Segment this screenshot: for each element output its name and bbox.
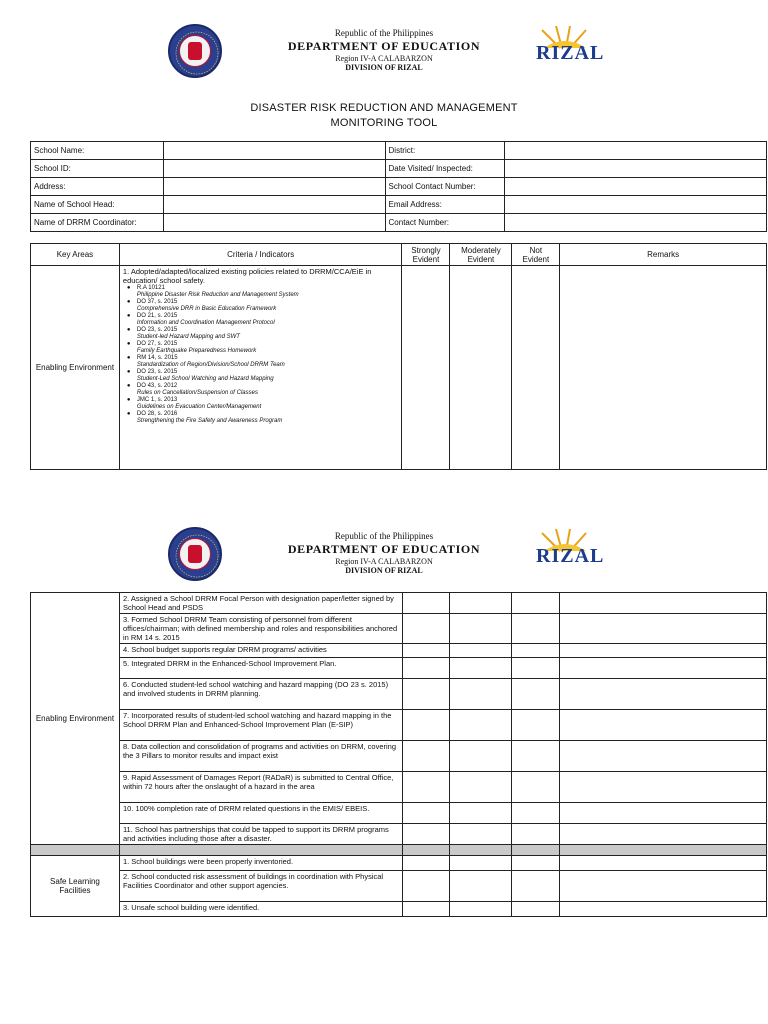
school-contact-field[interactable] — [505, 178, 767, 196]
page-2 — [0, 510, 768, 1024]
not-cell[interactable] — [512, 658, 560, 679]
bullet-icon: ● — [126, 411, 131, 417]
not-cell[interactable] — [512, 266, 560, 470]
criterion-text: 11. School has partnerships that could be tapped to support its DRRM programs and activities including those after a disaster. — [119, 824, 402, 845]
remarks-cell[interactable] — [560, 593, 767, 614]
separator-cell — [31, 845, 120, 856]
moderately-cell[interactable] — [450, 593, 512, 614]
key-area-enabling: Enabling Environment — [31, 266, 120, 470]
not-cell[interactable] — [512, 710, 560, 741]
letterhead — [0, 20, 768, 90]
strongly-cell[interactable] — [402, 658, 450, 679]
remarks-cell[interactable] — [560, 772, 767, 803]
contact-number-label: Contact Number: — [385, 214, 505, 232]
section-separator — [31, 845, 767, 856]
moderately-cell[interactable] — [450, 856, 512, 871]
drrm-coordinator-label: Name of DRRM Coordinator: — [31, 214, 164, 232]
strongly-cell[interactable] — [402, 902, 450, 917]
school-name-field[interactable] — [163, 142, 385, 160]
strongly-cell[interactable] — [402, 614, 450, 644]
department-title: DEPARTMENT OF EDUCATION — [287, 542, 481, 556]
email-label: Email Address: — [385, 196, 505, 214]
policy-code: DO 21, s. 2015 — [136, 313, 178, 319]
remarks-cell[interactable] — [560, 824, 767, 845]
bullet-icon: ● — [126, 341, 131, 347]
policy-desc: Standardization of Region/Division/School DRRM Team — [136, 362, 285, 368]
division-text: DIVISION OF RIZAL — [345, 63, 423, 72]
criterion-1 — [119, 266, 402, 470]
policy-code: DO 37, s. 2015 — [136, 299, 178, 305]
policy-item — [126, 341, 399, 355]
strongly-cell[interactable] — [402, 741, 450, 772]
policy-item — [126, 383, 399, 397]
policy-code: DO 28, s. 2016 — [136, 411, 178, 417]
policy-desc: Philippine Disaster Risk Reduction and Management System — [136, 292, 299, 298]
policy-desc: Family Earthquake Preparedness Homework — [136, 348, 257, 354]
header-key-areas: Key Areas — [31, 244, 120, 266]
not-cell[interactable] — [512, 644, 560, 658]
header-remarks: Remarks — [560, 244, 767, 266]
bullet-icon: ● — [126, 285, 131, 291]
region-text: Region IV-A CALABARZON — [335, 54, 433, 63]
bullet-icon: ● — [126, 299, 131, 305]
criterion-text: 5. Integrated DRRM in the Enhanced-School Improvement Plan. — [119, 658, 402, 679]
moderately-cell[interactable] — [450, 658, 512, 679]
policy-list — [123, 285, 399, 425]
policy-desc: Comprehensive DRR in Basic Education Framework — [136, 306, 277, 312]
criteria-table-page1 — [30, 243, 767, 470]
department-title: DEPARTMENT OF EDUCATION — [287, 39, 481, 53]
policy-item — [126, 369, 399, 383]
bullet-icon: ● — [126, 383, 131, 389]
criterion-text: 3. Unsafe school building were identified. — [119, 902, 402, 917]
moderately-cell[interactable] — [450, 710, 512, 741]
policy-desc: Rules on Cancellation/Suspension of Classes — [136, 390, 258, 396]
remarks-cell[interactable] — [560, 266, 767, 470]
criterion-text: 1. School buildings were been properly inventoried. — [119, 856, 402, 871]
policy-desc: Student-led Hazard Mapping and SWT — [136, 334, 240, 340]
strongly-cell[interactable] — [402, 856, 450, 871]
email-field[interactable] — [505, 196, 767, 214]
remarks-cell[interactable] — [560, 741, 767, 772]
remarks-cell[interactable] — [560, 644, 767, 658]
date-visited-field[interactable] — [505, 160, 767, 178]
moderately-cell[interactable] — [450, 741, 512, 772]
policy-item — [126, 355, 399, 369]
moderately-cell[interactable] — [450, 679, 512, 710]
strongly-cell[interactable] — [402, 772, 450, 803]
moderately-cell[interactable] — [450, 266, 512, 470]
criterion-text: 10. 100% completion rate of DRRM related questions in the EMIS/ EBEIS. — [119, 803, 402, 824]
not-cell[interactable] — [512, 803, 560, 824]
not-cell[interactable] — [512, 772, 560, 803]
policy-desc: Guidelines on Evacuation Center/Management — [136, 404, 262, 410]
page-1 — [0, 0, 768, 480]
policy-code: DO 23, s. 2015 — [136, 327, 178, 333]
school-id-field[interactable] — [163, 160, 385, 178]
doc-title-line1: DISASTER RISK REDUCTION AND MANAGEMENT — [250, 102, 518, 114]
policy-code: DO 43, s. 2012 — [136, 383, 178, 389]
criterion-text: 4. School budget supports regular DRRM programs/ activities — [119, 644, 402, 658]
remarks-cell[interactable] — [560, 710, 767, 741]
policy-code: JMC 1, s. 2013 — [136, 397, 178, 403]
criterion-text: 8. Data collection and consolidation of programs and activities on DRRM, covering the 3 Pillars to monitor results and impact exist — [119, 741, 402, 772]
strongly-cell[interactable] — [402, 644, 450, 658]
separator-cell — [450, 845, 512, 856]
remarks-cell[interactable] — [560, 679, 767, 710]
address-field[interactable] — [163, 178, 385, 196]
not-cell[interactable] — [512, 679, 560, 710]
republic-text: Republic of the Philippines — [334, 28, 434, 38]
not-cell[interactable] — [512, 871, 560, 902]
strongly-cell[interactable] — [402, 593, 450, 614]
separator-cell — [119, 845, 402, 856]
criterion-text: 2. School conducted risk assessment of buildings in coordination with Physical Facilities Coordinator and other support agencies. — [119, 871, 402, 902]
remarks-cell[interactable] — [560, 856, 767, 871]
not-cell[interactable] — [512, 593, 560, 614]
separator-cell — [512, 845, 560, 856]
district-field[interactable] — [505, 142, 767, 160]
school-name-label: School Name: — [31, 142, 164, 160]
bullet-icon: ● — [126, 327, 131, 333]
district-label: District: — [385, 142, 505, 160]
republic-text: Republic of the Philippines — [334, 531, 434, 541]
remarks-cell[interactable] — [560, 871, 767, 902]
policy-code: RM 14, s. 2015 — [136, 355, 178, 361]
policy-item — [126, 411, 399, 425]
not-cell[interactable] — [512, 614, 560, 644]
school-id-label: School ID: — [31, 160, 164, 178]
policy-desc: Strengthening the Fire Safety and Awareness Program — [136, 418, 283, 424]
strongly-cell[interactable] — [402, 679, 450, 710]
moderately-cell[interactable] — [450, 902, 512, 917]
criterion-text: 6. Conducted student-led school watching and hazard mapping (DO 23 s. 2015) and involved students in DRRM planning. — [119, 679, 402, 710]
remarks-cell[interactable] — [560, 658, 767, 679]
strongly-cell[interactable] — [402, 871, 450, 902]
policy-code: R.A 10121 — [136, 285, 165, 291]
criterion-text: 3. Formed School DRRM Team consisting of personnel from different offices/chairman; with defined membership and roles and responsibilities anchored in RM 14 s. 2015 — [119, 614, 402, 644]
criterion-1-text: 1. Adopted/adapted/localized existing policies related to DRRM/CCA/EiE in education/ school safety. — [122, 267, 372, 285]
header-criteria: Criteria / Indicators — [119, 244, 402, 266]
policy-desc: Information and Coordination Management Protocol — [136, 320, 275, 326]
policy-item — [126, 313, 399, 327]
region-text: Region IV-A CALABARZON — [335, 557, 433, 566]
letterhead — [0, 523, 768, 593]
header-moderately-evident: Moderately Evident — [450, 244, 512, 266]
strongly-cell[interactable] — [402, 710, 450, 741]
policy-desc: Student-Led School Watching and Hazard Mapping — [136, 376, 274, 382]
policy-code: DO 27, s. 2015 — [136, 341, 178, 347]
header-strongly-evident: Strongly Evident — [402, 244, 450, 266]
moderately-cell[interactable] — [450, 824, 512, 845]
criteria-table-page2 — [30, 592, 767, 917]
criterion-text: 7. Incorporated results of student-led school watching and hazard mapping in the School DRRM Plan and Enhanced-School Improvement Plan (E-SIP) — [119, 710, 402, 741]
bullet-icon: ● — [126, 397, 131, 403]
address-label: Address: — [31, 178, 164, 196]
key-area-safe-facilities: Safe Learning Facilities — [31, 856, 120, 917]
strongly-cell[interactable] — [402, 803, 450, 824]
policy-item — [126, 285, 399, 299]
separator-cell — [560, 845, 767, 856]
remarks-cell[interactable] — [560, 614, 767, 644]
criterion-text: 2. Assigned a School DRRM Focal Person with designation paper/letter signed by School Head and PSDS — [119, 593, 402, 614]
criterion-text: 9. Rapid Assessment of Damages Report (RADaR) is submitted to Central Office, within 72 hours after the onslaught of a hazard in the area — [119, 772, 402, 803]
moderately-cell[interactable] — [450, 644, 512, 658]
doc-title-line2: MONITORING TOOL — [330, 117, 438, 129]
division-text: DIVISION OF RIZAL — [345, 566, 423, 575]
moderately-cell[interactable] — [450, 614, 512, 644]
school-head-field[interactable] — [163, 196, 385, 214]
rizal-logo: RIZAL — [530, 24, 600, 70]
not-cell[interactable] — [512, 824, 560, 845]
policy-item — [126, 299, 399, 313]
moderately-cell[interactable] — [450, 803, 512, 824]
policy-code: DO 23, s. 2015 — [136, 369, 178, 375]
drrm-coordinator-field[interactable] — [163, 214, 385, 232]
strongly-cell[interactable] — [402, 824, 450, 845]
bullet-icon: ● — [126, 355, 131, 361]
not-cell[interactable] — [512, 741, 560, 772]
contact-number-field[interactable] — [505, 214, 767, 232]
school-info-table — [30, 141, 767, 232]
separator-cell — [402, 845, 450, 856]
key-area-enabling: Enabling Environment — [31, 593, 120, 845]
policy-item — [126, 327, 399, 341]
strongly-cell[interactable] — [402, 266, 450, 470]
remarks-cell[interactable] — [560, 803, 767, 824]
not-cell[interactable] — [512, 856, 560, 871]
bullet-icon: ● — [126, 369, 131, 375]
rizal-logo: RIZAL — [530, 527, 600, 573]
moderately-cell[interactable] — [450, 772, 512, 803]
policy-item — [126, 397, 399, 411]
not-cell[interactable] — [512, 902, 560, 917]
date-visited-label: Date Visited/ Inspected: — [385, 160, 505, 178]
moderately-cell[interactable] — [450, 871, 512, 902]
remarks-cell[interactable] — [560, 902, 767, 917]
header-not-evident: Not Evident — [512, 244, 560, 266]
bullet-icon: ● — [126, 313, 131, 319]
school-contact-label: School Contact Number: — [385, 178, 505, 196]
school-head-label: Name of School Head: — [31, 196, 164, 214]
